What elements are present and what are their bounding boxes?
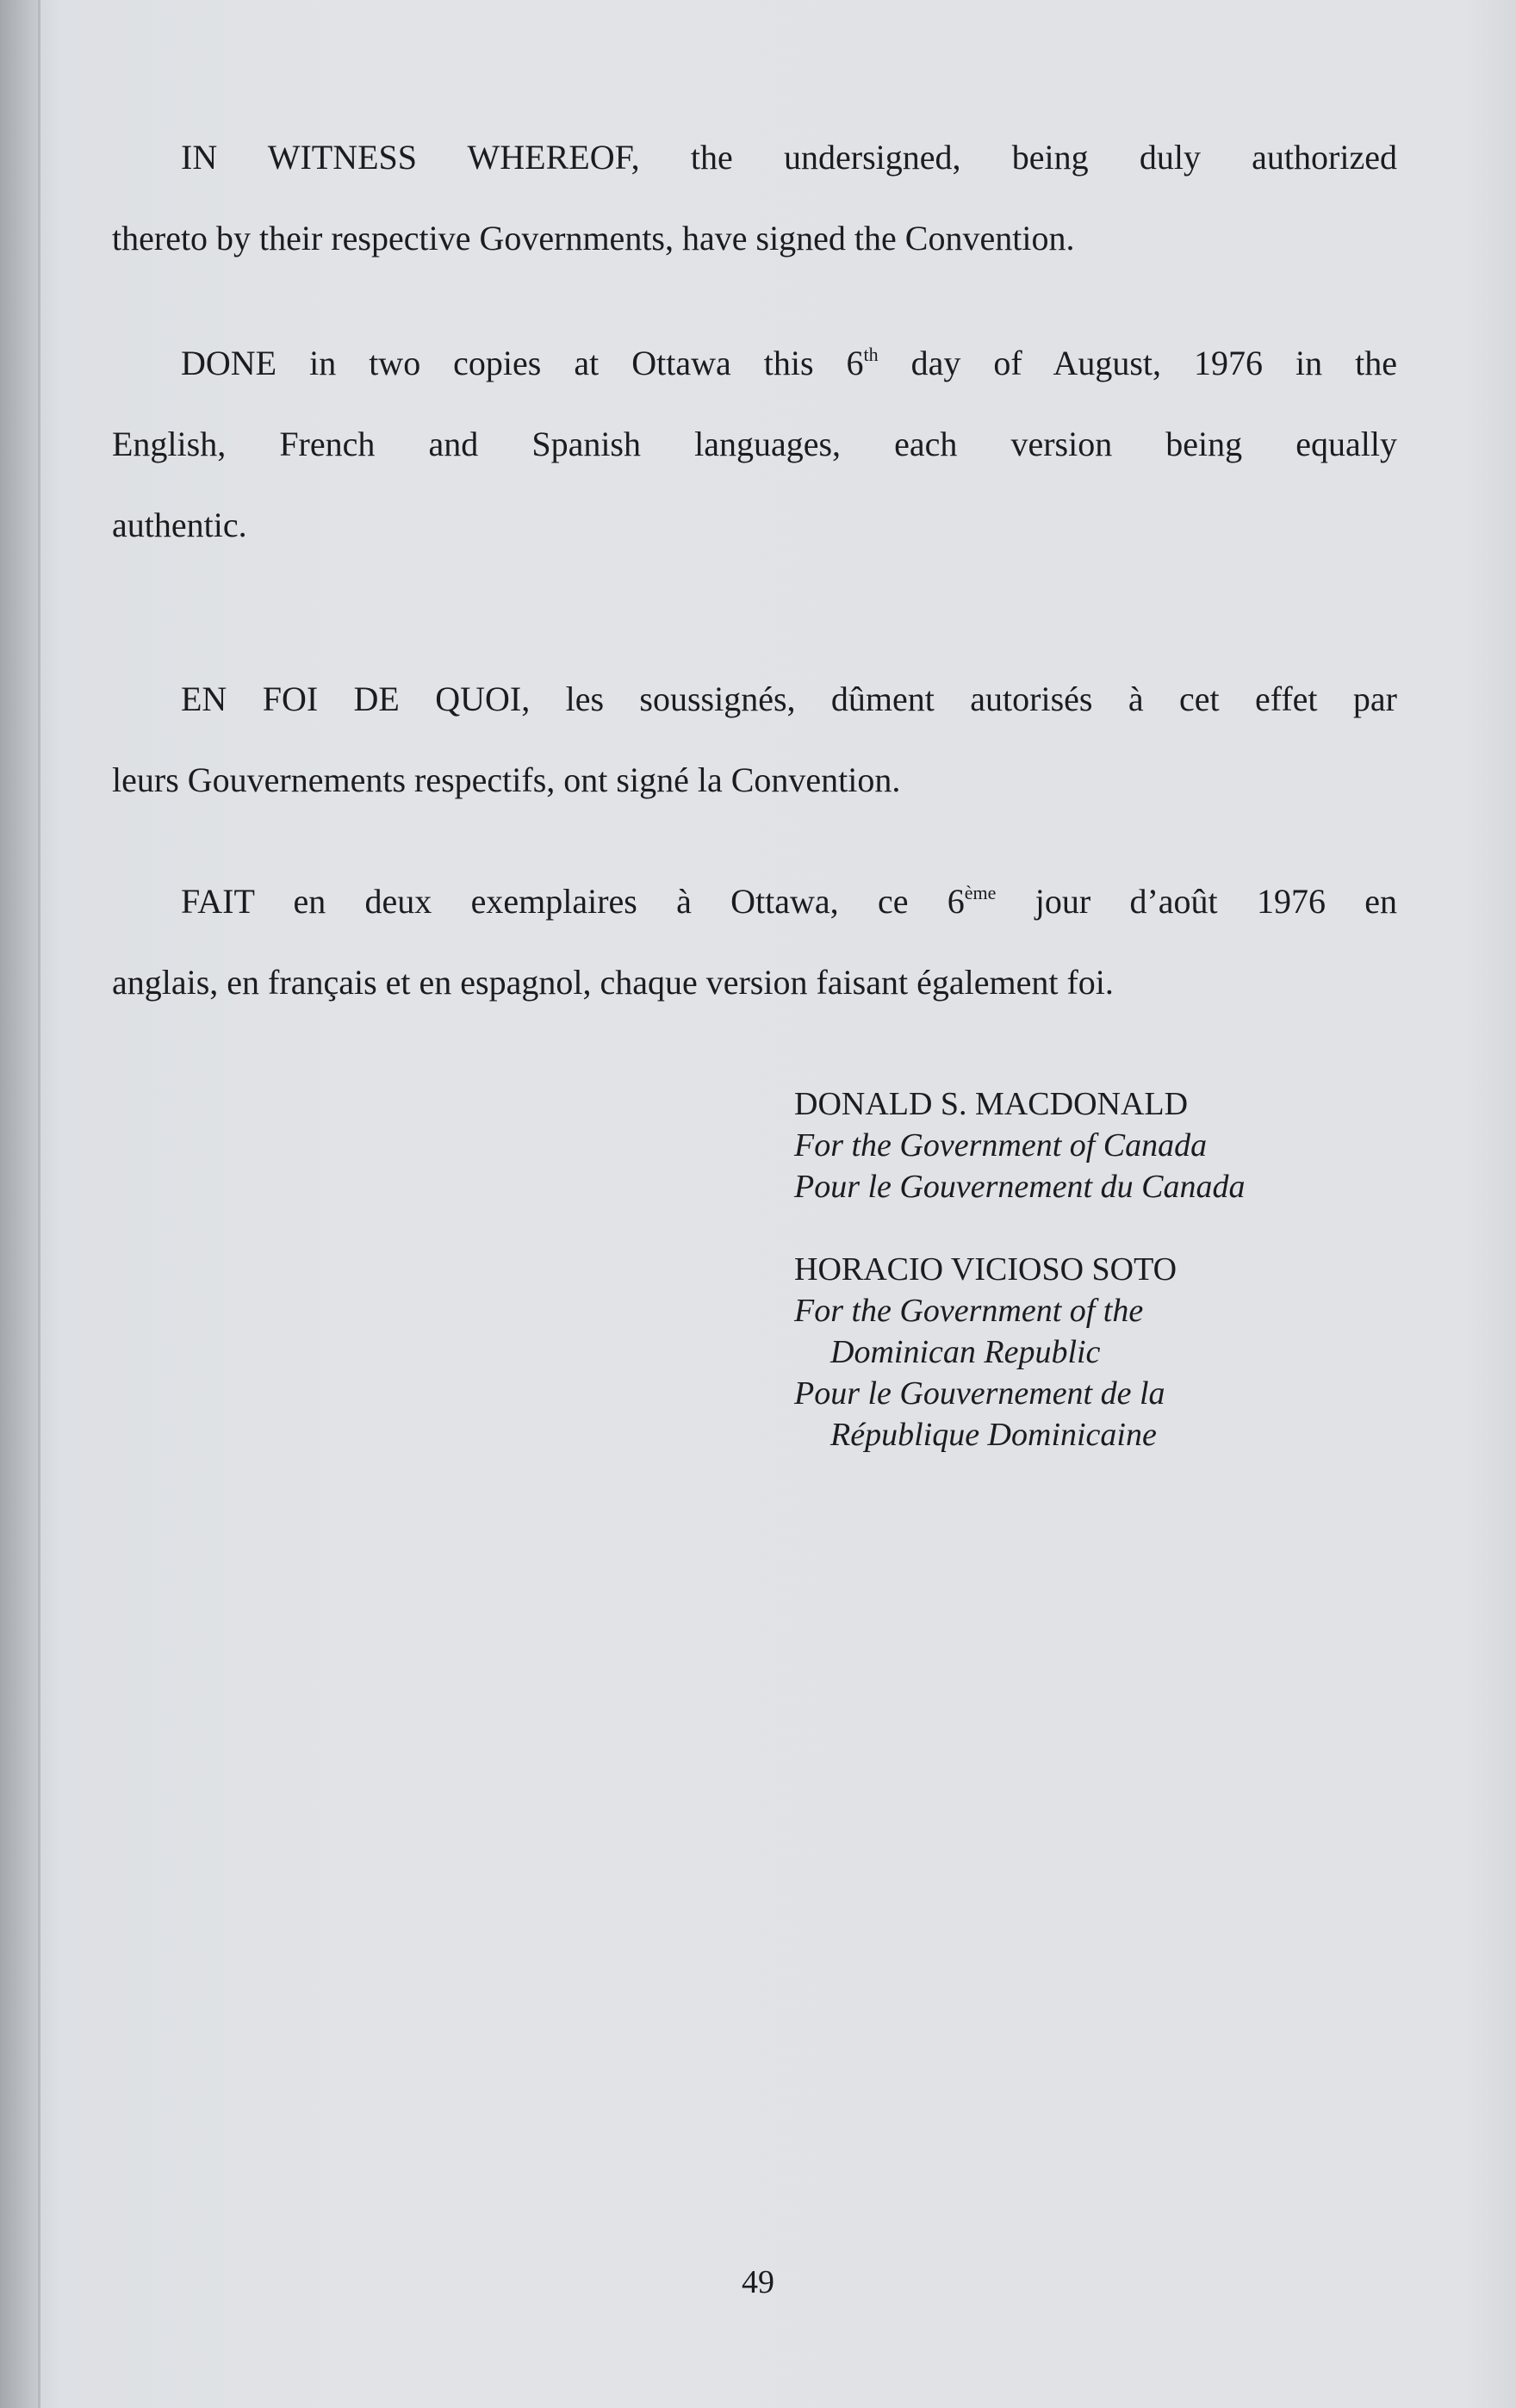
signatory-role-en: For the Government of Canada	[794, 1127, 1208, 1164]
signature-block-canada	[794, 1083, 1245, 1207]
ordinal-suffix-en: th	[863, 344, 879, 365]
done-en-line-1	[112, 323, 1397, 404]
done-fr-line-1-text: FAIT en deux exemplaires à Ottawa, ce 6	[181, 882, 965, 921]
signatory-role-fr: Pour le Gouvernement du Canada	[794, 1169, 1246, 1205]
done-en-line-2: English, French and Spanish languages, each version being equally	[112, 425, 1397, 463]
witness-fr-line-1: EN FOI DE QUOI, les soussignés, dûment autorisés à cet effet par	[181, 680, 1397, 718]
witness-clause-en	[112, 117, 1397, 279]
witness-en-line-2: thereto by their respective Governments, have signed the Convention.	[112, 219, 1075, 258]
done-fr-line-2: anglais, en français et en espagnol, chaque version faisant également foi.	[112, 963, 1114, 1002]
ordinal-suffix-fr: ème	[964, 882, 997, 903]
signatory-role-fr: Pour le Gouvernement de la	[794, 1375, 1165, 1412]
binding-shadow	[0, 0, 38, 2408]
binding-edge	[38, 0, 40, 2408]
signatory-name: HORACIO VICIOSO SOTO	[794, 1251, 1177, 1288]
page-number: 49	[742, 2264, 774, 2300]
signatory-role-en-cont: Dominican Republic	[830, 1334, 1101, 1370]
done-clause-en	[112, 323, 1397, 566]
signature-block-dominican-republic	[794, 1249, 1177, 1455]
done-clause-fr	[112, 861, 1397, 1023]
done-en-line-3: authentic.	[112, 506, 247, 544]
witness-en-line-1: IN WITNESS WHEREOF, the undersigned, being duly authorized	[181, 138, 1397, 177]
witness-clause-fr	[112, 659, 1397, 821]
signatory-role-en: For the Government of the	[794, 1293, 1144, 1329]
done-en-line-1-tail: day of August, 1976 in the	[878, 344, 1398, 382]
done-en-line-1-text: DONE in two copies at Ottawa this 6	[181, 344, 864, 382]
witness-fr-line-2: leurs Gouvernements respectifs, ont signé la Convention.	[112, 760, 901, 799]
signatory-name: DONALD S. MACDONALD	[794, 1086, 1189, 1122]
done-fr-line-1	[112, 861, 1397, 942]
done-fr-line-1-tail: jour d’août 1976 en	[996, 882, 1398, 921]
signatory-role-fr-cont: République Dominicaine	[830, 1417, 1157, 1453]
